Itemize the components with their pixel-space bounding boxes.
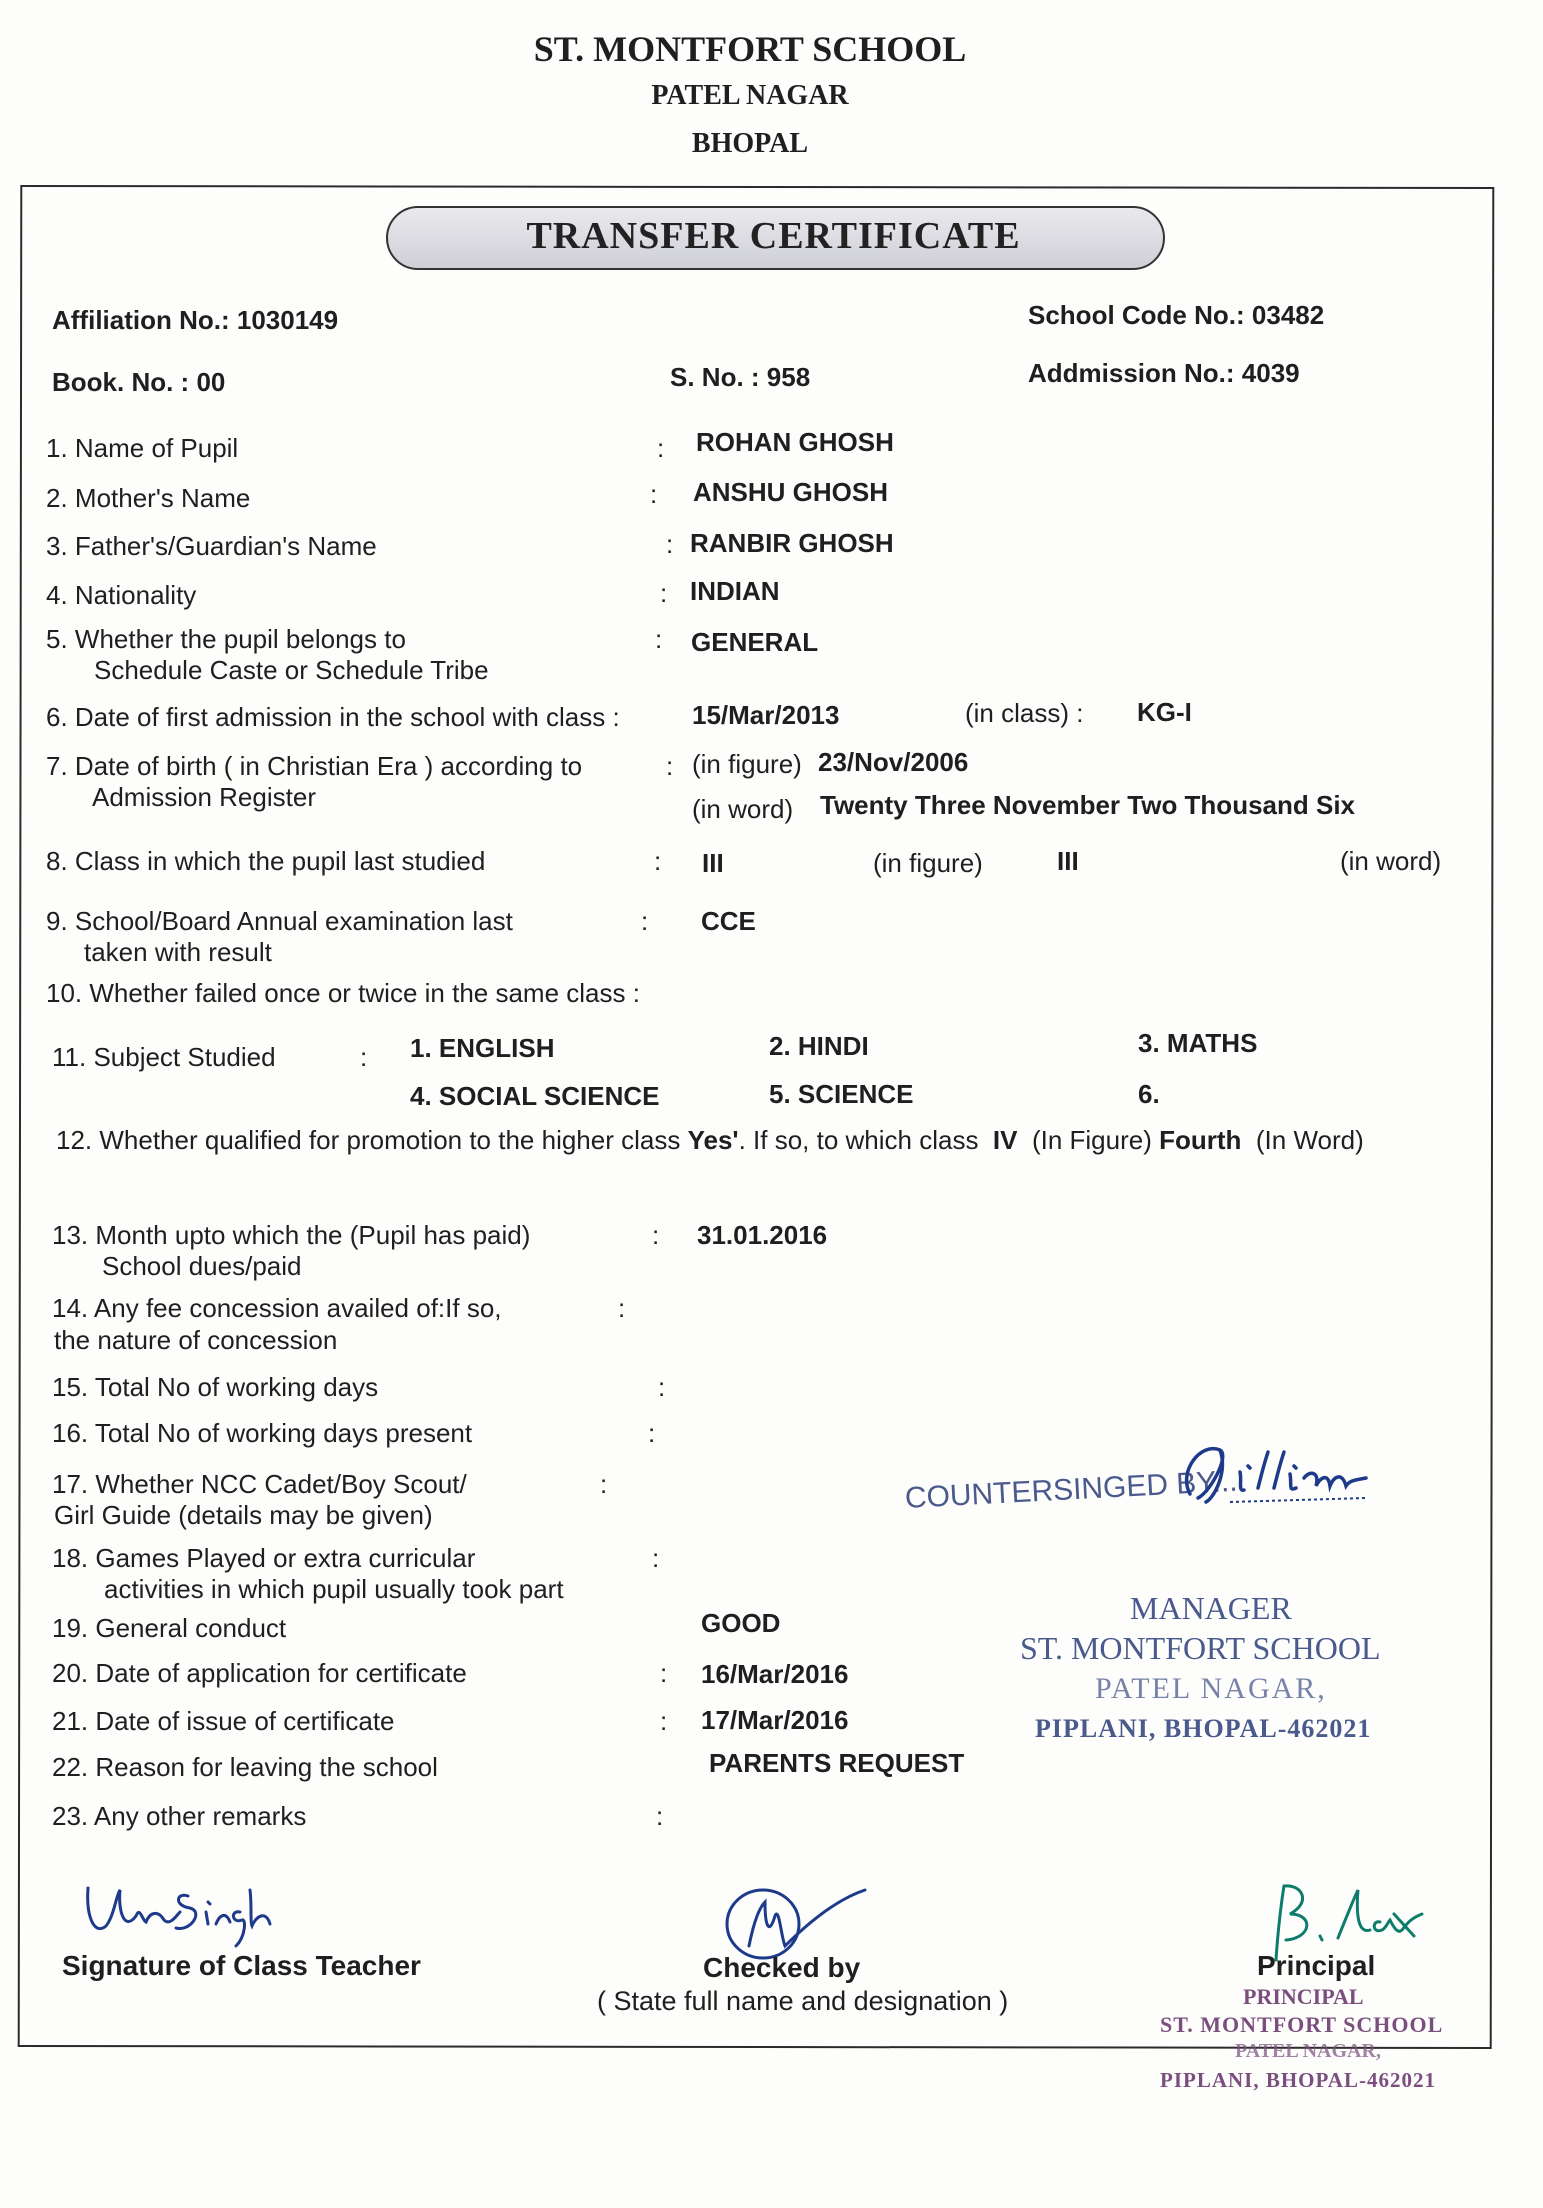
last-class-figure: III bbox=[702, 848, 724, 878]
in-word-label: (in word) bbox=[1340, 846, 1442, 876]
colon: : bbox=[656, 1801, 664, 1831]
field-4-label: 4. Nationality bbox=[46, 580, 197, 610]
field-15-label: 15. Total No of working days bbox=[52, 1372, 379, 1402]
certificate-title: TRANSFER CERTIFICATE bbox=[526, 215, 1021, 257]
dob-figure: 23/Nov/2006 bbox=[818, 747, 969, 777]
school-area: PATEL NAGAR bbox=[651, 80, 849, 111]
field-19-label: 19. General conduct bbox=[52, 1613, 287, 1643]
field-23-label: 23. Any other remarks bbox=[52, 1801, 307, 1831]
manager-stamp-area: PATEL NAGAR, bbox=[1095, 1672, 1327, 1705]
field-3-label: 3. Father's/Guardian's Name bbox=[46, 531, 377, 561]
field-14-label: 14. Any fee concession availed of:If so, bbox=[52, 1293, 502, 1323]
field-20-label: 20. Date of application for certificate bbox=[52, 1658, 467, 1688]
caste-category: GENERAL bbox=[691, 627, 819, 657]
leaving-reason: PARENTS REQUEST bbox=[709, 1748, 965, 1778]
admission-class: KG-I bbox=[1137, 697, 1192, 727]
dob-word: Twenty Three November Two Thousand Six bbox=[820, 790, 1356, 820]
colon: : bbox=[648, 1418, 656, 1448]
colon: : bbox=[660, 578, 668, 608]
field-13-label: 13. Month upto which the (Pupil has paid) bbox=[52, 1220, 531, 1250]
admission-number: Addmission No.: 4039 bbox=[1028, 358, 1300, 388]
field-11-label: 11. Subject Studied bbox=[52, 1042, 276, 1072]
school-code: School Code No.: 03482 bbox=[1028, 300, 1325, 330]
nationality: INDIAN bbox=[690, 576, 780, 606]
colon: : bbox=[600, 1469, 608, 1499]
field-13-label-2: School dues/paid bbox=[102, 1251, 302, 1281]
field-7-label: 7. Date of birth ( in Christian Era ) according to bbox=[46, 751, 583, 781]
field-7-label-2: Admission Register bbox=[92, 782, 316, 812]
field-22-label: 22. Reason for leaving the school bbox=[52, 1752, 438, 1782]
field-10-label: 10. Whether failed once or twice in the same class : bbox=[46, 978, 640, 1008]
dob-figure-label: (in figure) bbox=[692, 749, 802, 779]
in-class-label: (in class) : bbox=[965, 698, 1084, 728]
colon: : bbox=[654, 846, 662, 876]
checked-by-note: ( State full name and designation ) bbox=[597, 1986, 1009, 2016]
class-teacher-signature bbox=[80, 1876, 300, 1956]
book-number: Book. No. : 00 bbox=[52, 367, 226, 397]
subject-4: 4. SOCIAL SCIENCE bbox=[410, 1081, 660, 1111]
pupil-name: ROHAN GHOSH bbox=[696, 427, 894, 457]
field-14-label-2: the nature of concession bbox=[54, 1325, 338, 1355]
dues-paid-upto: 31.01.2016 bbox=[697, 1220, 828, 1250]
field-8-label: 8. Class in which the pupil last studied bbox=[46, 846, 486, 876]
field-1-label: 1. Name of Pupil bbox=[46, 433, 239, 463]
general-conduct: GOOD bbox=[701, 1608, 781, 1638]
colon: : bbox=[655, 624, 663, 654]
field-5-label-2: Schedule Caste or Schedule Tribe bbox=[94, 655, 489, 685]
field-2-label: 2. Mother's Name bbox=[46, 483, 251, 513]
last-class-word: III bbox=[1057, 846, 1079, 876]
field-12: 12. Whether qualified for promotion to the higher class Yes'. If so, to which class IV (In Figure) Fourth (In Word) bbox=[56, 1125, 1364, 1155]
class-teacher-label: Signature of Class Teacher bbox=[62, 1950, 421, 1981]
field-17-label: 17. Whether NCC Cadet/Boy Scout/ bbox=[52, 1469, 467, 1499]
school-city: BHOPAL bbox=[691, 128, 809, 159]
manager-stamp-title: MANAGER bbox=[1130, 1590, 1292, 1626]
principal-label: Principal bbox=[1257, 1950, 1376, 1981]
in-figure-label: (in figure) bbox=[873, 848, 983, 878]
application-date: 16/Mar/2016 bbox=[701, 1659, 849, 1689]
colon: : bbox=[666, 751, 674, 781]
principal-stamp-school: ST. MONTFORT SCHOOL bbox=[1160, 2012, 1444, 2037]
school-name: ST. MONTFORT SCHOOL bbox=[533, 29, 967, 69]
colon: : bbox=[360, 1042, 368, 1072]
mother-name: ANSHU GHOSH bbox=[693, 477, 889, 507]
field-9-label-2: taken with result bbox=[84, 937, 272, 967]
field-21-label: 21. Date of issue of certificate bbox=[52, 1706, 395, 1736]
field-5-label: 5. Whether the pupil belongs to bbox=[46, 624, 406, 654]
subject-3: 3. MATHS bbox=[1138, 1028, 1258, 1058]
manager-stamp-school: ST. MONTFORT SCHOOL bbox=[1020, 1630, 1381, 1666]
subject-6: 6. bbox=[1138, 1079, 1160, 1109]
principal-stamp-title: PRINCIPAL bbox=[1243, 1984, 1364, 2009]
serial-number: S. No. : 958 bbox=[670, 362, 811, 392]
field-18-label: 18. Games Played or extra curricular bbox=[52, 1543, 476, 1573]
principal-stamp-city: PIPLANI, BHOPAL-462021 bbox=[1160, 2068, 1436, 2092]
colon: : bbox=[652, 1220, 660, 1250]
exam-result: CCE bbox=[701, 906, 756, 936]
colon: : bbox=[657, 433, 665, 463]
colon: : bbox=[650, 479, 658, 509]
field-17-label-2: Girl Guide (details may be given) bbox=[54, 1500, 433, 1530]
subject-5: 5. SCIENCE bbox=[769, 1079, 914, 1109]
colon: : bbox=[660, 1658, 668, 1688]
countersigned-stamp: COUNTERSINGED BY... bbox=[904, 1464, 1239, 1515]
father-name: RANBIR GHOSH bbox=[690, 528, 894, 558]
field-9-label: 9. School/Board Annual examination last bbox=[46, 906, 513, 936]
manager-stamp-city: PIPLANI, BHOPAL-462021 bbox=[1035, 1714, 1372, 1743]
colon: : bbox=[652, 1543, 660, 1573]
field-16-label: 16. Total No of working days present bbox=[52, 1418, 473, 1448]
colon: : bbox=[660, 1706, 668, 1736]
principal-stamp-area: PATEL NAGAR, bbox=[1235, 2040, 1381, 2062]
colon: : bbox=[618, 1293, 626, 1323]
checked-by-label: Checked by bbox=[703, 1952, 861, 1983]
field-6-label: 6. Date of first admission in the school with class : bbox=[46, 702, 620, 732]
field-18-label-2: activities in which pupil usually took part bbox=[104, 1574, 564, 1604]
first-admission-date: 15/Mar/2013 bbox=[692, 700, 840, 730]
dob-word-label: (in word) bbox=[692, 794, 794, 824]
colon: : bbox=[658, 1372, 666, 1402]
subject-1: 1. ENGLISH bbox=[410, 1033, 555, 1063]
subject-2: 2. HINDI bbox=[769, 1031, 869, 1061]
affiliation: Affiliation No.: 1030149 bbox=[52, 305, 339, 335]
colon: : bbox=[641, 906, 649, 936]
issue-date: 17/Mar/2016 bbox=[701, 1705, 849, 1735]
manager-signature bbox=[1170, 1432, 1370, 1512]
colon: : bbox=[666, 529, 674, 559]
